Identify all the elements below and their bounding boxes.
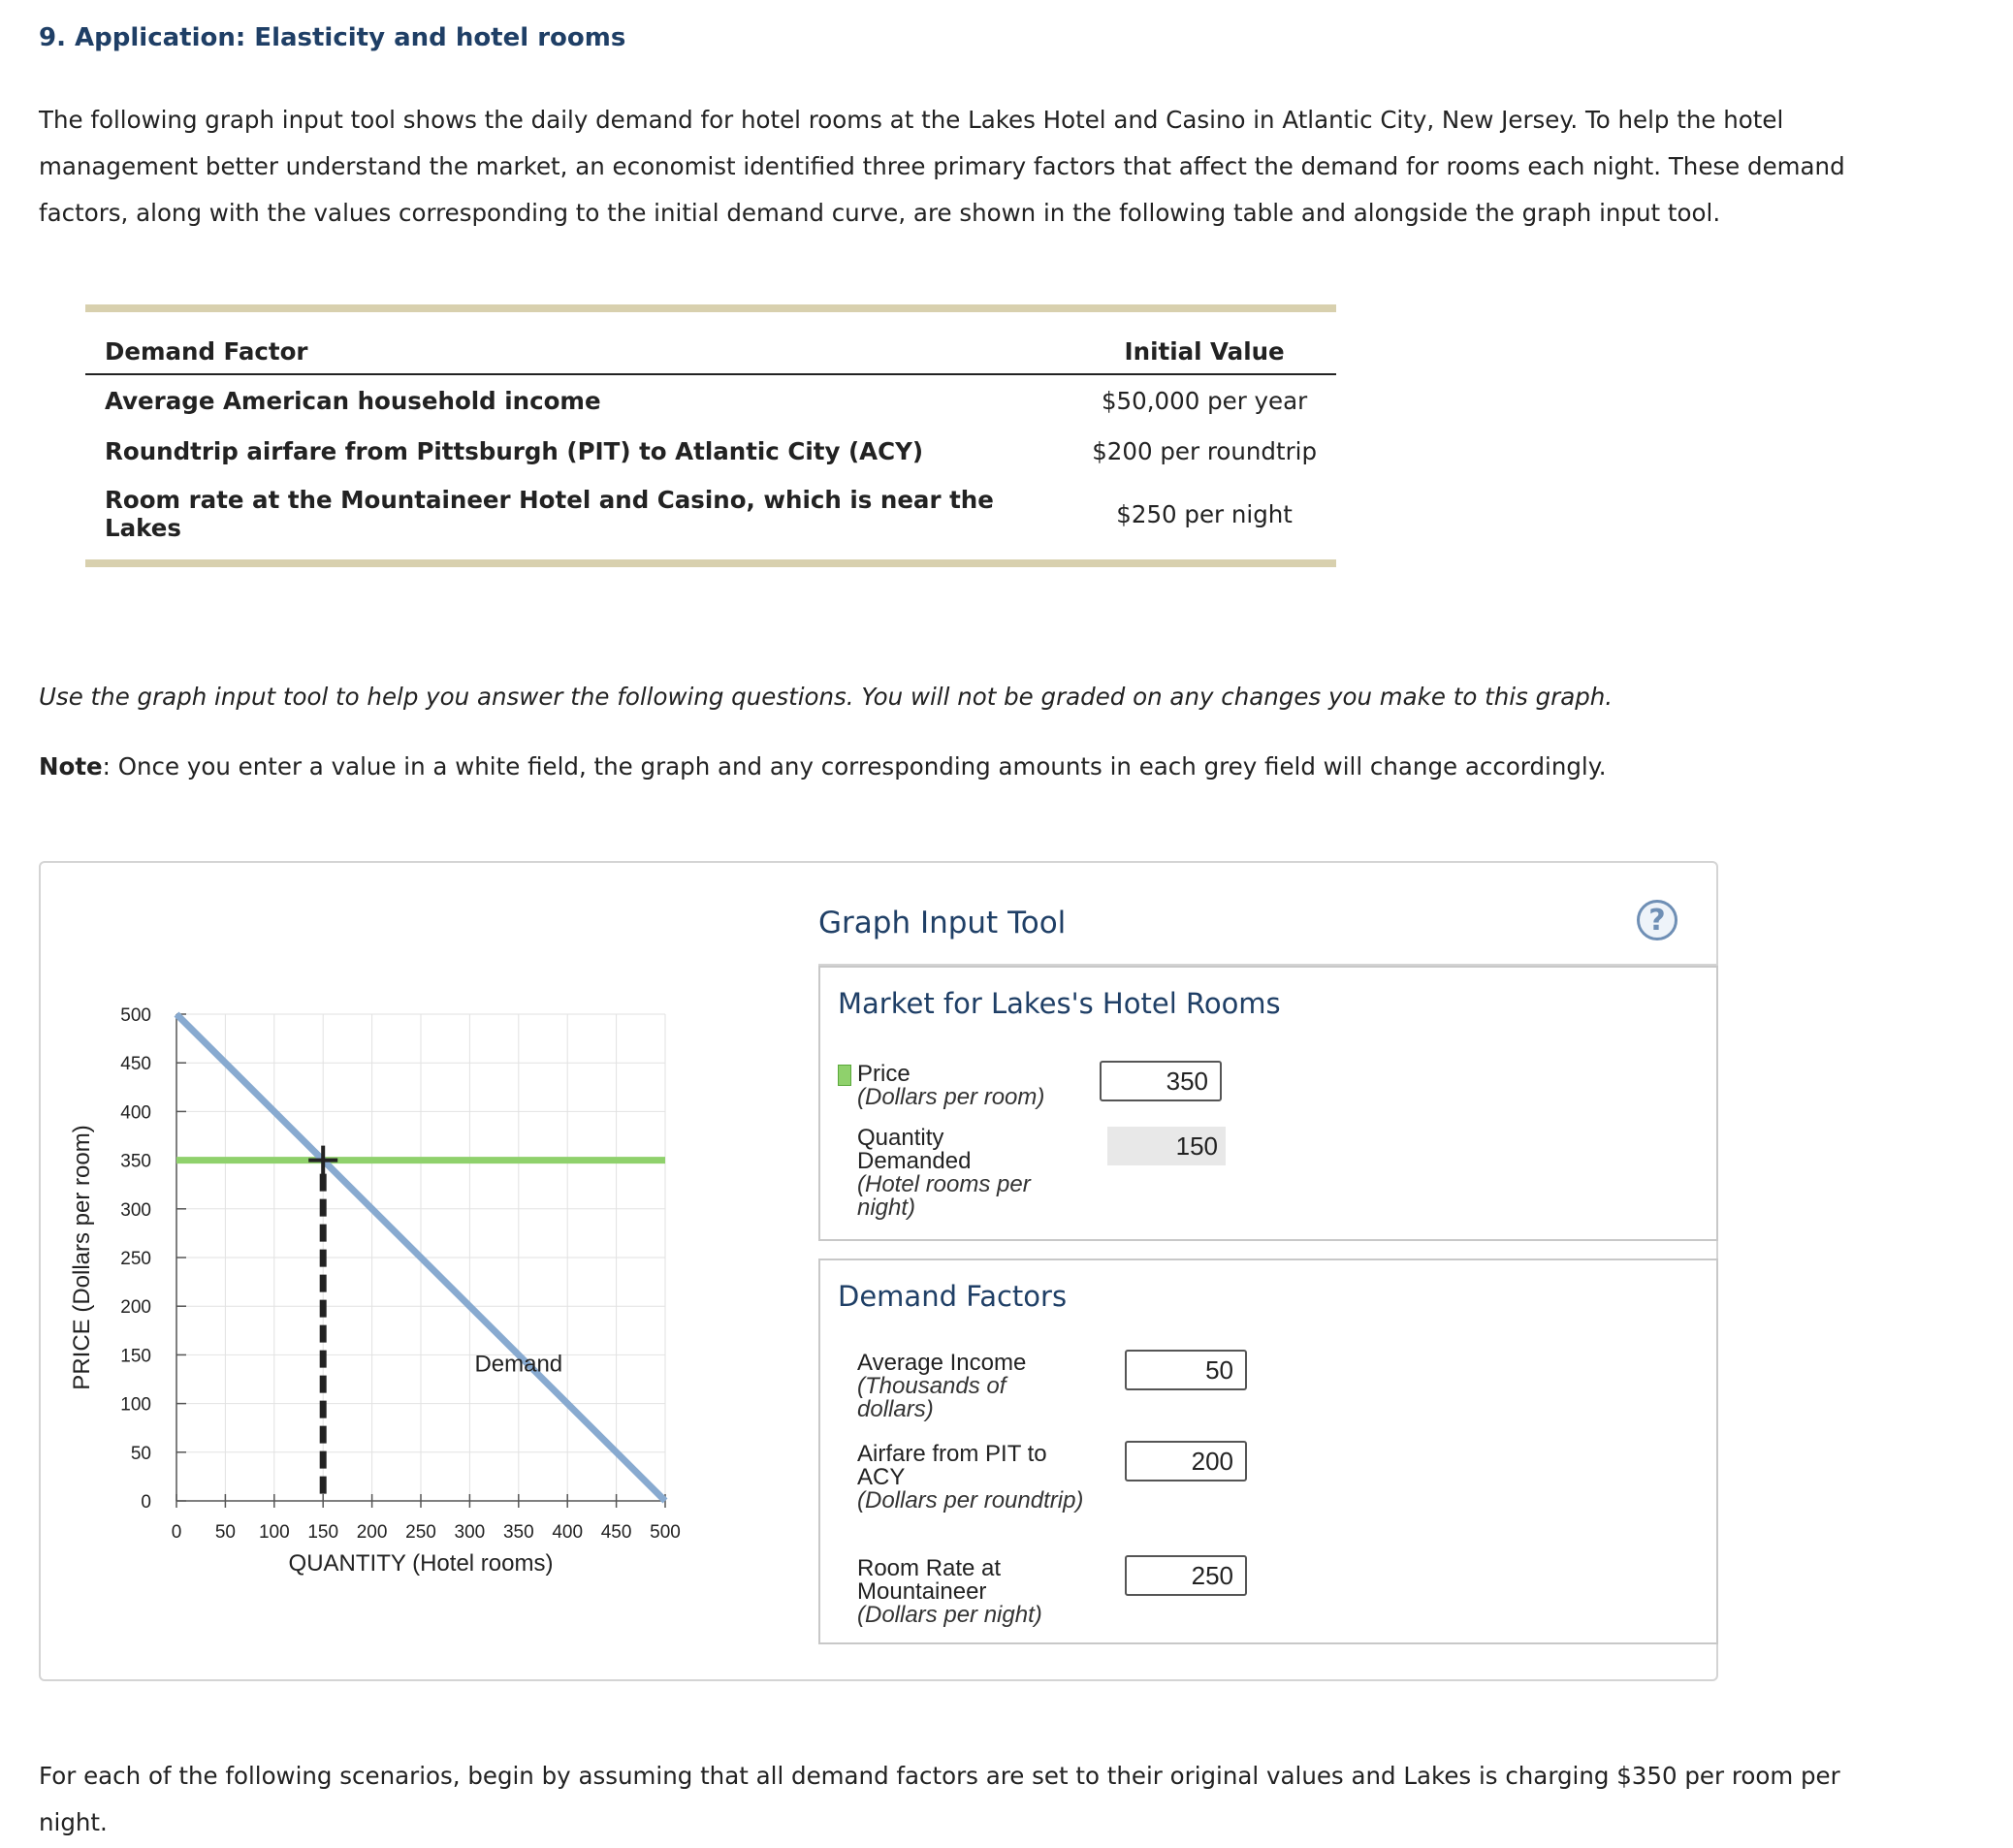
question-title: 9. Application: Elasticity and hotel rooms <box>39 23 626 52</box>
y-tick-label: 400 <box>120 1102 151 1124</box>
note-label: Note <box>39 752 103 781</box>
airfare-input[interactable] <box>1125 1441 1247 1482</box>
demand-factors-title: Demand Factors <box>838 1280 1068 1313</box>
intro-paragraph: The following graph input tool shows the daily demand for hotel rooms at the Lakes Hotel and Casino in Atlantic City, New Jersey. To help the hotel management better understand the market, an economist identified three primary factors that affect the demand for rooms each night. These demand factors, along with the values corresponding to the initial demand curve, are shown in the following table and alongside the graph input tool. <box>39 106 1845 227</box>
x-tick-label: 350 <box>502 1522 534 1543</box>
table-row <box>85 426 1336 476</box>
y-axis-label: PRICE (Dollars per room) <box>69 1125 95 1390</box>
x-tick-label: 400 <box>552 1522 584 1543</box>
room-rate-label-text: Room Rate at Mountaineer <box>857 1555 1002 1605</box>
price-input[interactable] <box>1100 1061 1222 1101</box>
y-tick-label: 100 <box>120 1394 151 1416</box>
note-body: : Once you enter a value in a white field, the graph and any corresponding amounts in each grey field will change accordingly. <box>102 752 1607 781</box>
x-tick-label: 450 <box>600 1522 632 1543</box>
note-text <box>39 752 1607 781</box>
demand-factor-table <box>85 304 1336 567</box>
income-unit: (Thousands of dollars) <box>857 1373 1006 1422</box>
quantity-demanded-unit: (Hotel rooms per night) <box>857 1171 1031 1221</box>
airfare-label <box>857 1443 1090 1513</box>
scenario-intro: For each of the following scenarios, begin by assuming that all demand factors are set to their original values and Lakes is charging $350 per room per night. <box>39 1762 1840 1836</box>
value-airfare: $200 per roundtrip <box>1092 436 1317 465</box>
value-room-rate: $250 per night <box>1116 499 1293 528</box>
income-input[interactable] <box>1125 1350 1247 1390</box>
y-tick-label: 150 <box>120 1346 151 1367</box>
y-tick-label: 50 <box>130 1443 151 1464</box>
factor-room-rate: Room rate at the Mountaineer Hotel and Casino, which is near the Lakes <box>105 486 994 542</box>
x-tick-label: 50 <box>214 1522 236 1543</box>
y-tick-label: 250 <box>120 1249 151 1269</box>
graph-input-tool-title: Graph Input Tool <box>818 906 1067 940</box>
demand-curve-label: Demand <box>474 1351 563 1378</box>
header-demand-factor: Demand Factor <box>85 312 1072 374</box>
x-tick-label: 150 <box>307 1522 339 1543</box>
factor-airfare: Roundtrip airfare from Pittsburgh (PIT) to Atlantic City (ACY) <box>105 436 924 465</box>
quantity-demanded-text: Quantity Demanded <box>857 1125 972 1174</box>
table-top-rule <box>85 304 1336 312</box>
table-row <box>85 476 1336 559</box>
y-tick-label: 450 <box>120 1054 151 1075</box>
x-tick-label: 0 <box>171 1522 182 1543</box>
airfare-label-text: Airfare from PIT to ACY <box>857 1441 1047 1490</box>
table-row <box>85 374 1336 426</box>
factor-income: Average American household income <box>105 386 601 415</box>
y-tick-label: 350 <box>120 1151 151 1172</box>
price-label-text: Price <box>857 1061 911 1087</box>
price-label <box>857 1063 1090 1109</box>
price-legend-swatch <box>838 1065 851 1086</box>
x-tick-label: 300 <box>454 1522 486 1543</box>
room-rate-input[interactable] <box>1125 1555 1247 1596</box>
instruction-text: Use the graph input tool to help you answer the following questions. You will not be graded on any changes you make to this graph. <box>39 683 1614 711</box>
demand-chart[interactable] <box>58 979 737 1609</box>
help-button[interactable]: ? <box>1637 900 1678 940</box>
x-tick-label: 100 <box>258 1522 290 1543</box>
market-panel <box>818 966 1718 1241</box>
room-rate-label <box>857 1557 1090 1627</box>
x-axis-label: QUANTITY (Hotel rooms) <box>288 1550 554 1577</box>
table-bottom-rule <box>85 559 1336 567</box>
room-rate-unit: (Dollars per night) <box>857 1602 1042 1628</box>
x-tick-label: 200 <box>356 1522 388 1543</box>
quantity-demanded-value: 150 <box>1107 1127 1226 1165</box>
income-label <box>857 1352 1051 1421</box>
y-tick-label: 500 <box>120 1005 151 1026</box>
airfare-unit: (Dollars per roundtrip) <box>857 1487 1084 1513</box>
chart-ticks <box>120 1005 681 1543</box>
header-initial-value: Initial Value <box>1072 312 1336 374</box>
demand-factors-panel <box>818 1259 1718 1644</box>
value-income: $50,000 per year <box>1101 386 1308 415</box>
y-tick-label: 0 <box>141 1492 151 1513</box>
market-panel-title: Market for Lakes's Hotel Rooms <box>838 987 1281 1020</box>
y-tick-label: 300 <box>120 1199 151 1221</box>
price-unit: (Dollars per room) <box>857 1084 1045 1110</box>
y-tick-label: 200 <box>120 1297 151 1319</box>
x-tick-label: 250 <box>405 1522 436 1543</box>
income-label-text: Average Income <box>857 1350 1027 1376</box>
quantity-demanded-label <box>857 1127 1051 1220</box>
x-tick-label: 500 <box>650 1522 681 1543</box>
